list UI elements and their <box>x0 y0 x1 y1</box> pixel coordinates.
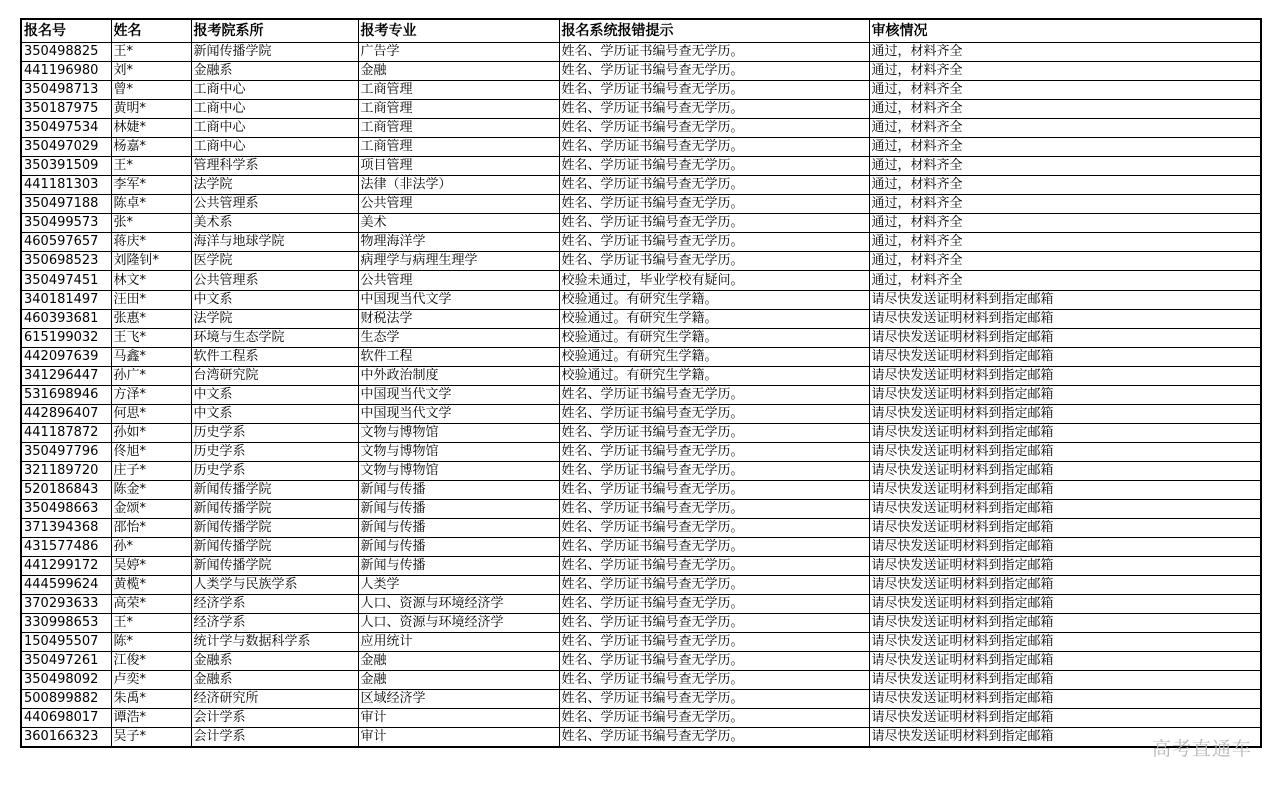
cell-system-error[interactable]: 姓名、学历证书编号查无学历。 <box>559 176 869 195</box>
table-row <box>21 62 1261 81</box>
table-row <box>21 100 1261 119</box>
cell-department[interactable]: 新闻传播学院 <box>191 519 358 538</box>
cell-major[interactable]: 新闻与传播 <box>358 538 559 557</box>
cell-department[interactable]: 历史学系 <box>191 443 358 462</box>
cell-registration-number[interactable]: 350497534 <box>21 119 111 138</box>
header-name: 姓名 <box>111 19 191 43</box>
cell-name[interactable]: 马鑫* <box>111 348 191 367</box>
cell-system-error[interactable]: 校验未通过，毕业学校有疑问。 <box>559 271 869 291</box>
cell-name[interactable]: 江俊* <box>111 652 191 671</box>
cell-department[interactable]: 海洋与地球学院 <box>191 233 358 252</box>
table-row <box>21 709 1261 728</box>
cell-name[interactable]: 谭浩* <box>111 709 191 728</box>
cell-system-error[interactable]: 姓名、学历证书编号查无学历。 <box>559 481 869 500</box>
header-department: 报考院系所 <box>191 19 358 43</box>
cell-review-status[interactable]: 请尽快发送证明材料到指定邮箱 <box>869 557 1261 576</box>
cell-department[interactable]: 新闻传播学院 <box>191 538 358 557</box>
cell-registration-number[interactable]: 441196980 <box>21 62 111 81</box>
cell-system-error[interactable]: 姓名、学历证书编号查无学历。 <box>559 386 869 405</box>
cell-review-status[interactable]: 请尽快发送证明材料到指定邮箱 <box>869 576 1261 595</box>
header-major: 报考专业 <box>358 19 559 43</box>
cell-major[interactable]: 人口、资源与环境经济学 <box>358 614 559 633</box>
cell-registration-number[interactable]: 370293633 <box>21 595 111 614</box>
cell-department[interactable]: 经济学系 <box>191 614 358 633</box>
cell-name[interactable]: 高荣* <box>111 595 191 614</box>
cell-major[interactable]: 金融 <box>358 671 559 690</box>
cell-review-status[interactable]: 通过，材料齐全 <box>869 100 1261 119</box>
cell-system-error[interactable]: 姓名、学历证书编号查无学历。 <box>559 690 869 709</box>
cell-name[interactable]: 王飞* <box>111 329 191 348</box>
cell-department[interactable]: 金融系 <box>191 671 358 690</box>
cell-system-error[interactable]: 姓名、学历证书编号查无学历。 <box>559 614 869 633</box>
cell-registration-number[interactable]: 441187872 <box>21 424 111 443</box>
cell-major[interactable]: 中外政治制度 <box>358 367 559 386</box>
cell-major[interactable]: 软件工程 <box>358 348 559 367</box>
table-row <box>21 424 1261 443</box>
cell-system-error[interactable]: 姓名、学历证书编号查无学历。 <box>559 138 869 157</box>
cell-registration-number[interactable]: 441181303 <box>21 176 111 195</box>
cell-major[interactable]: 金融 <box>358 62 559 81</box>
header-row <box>21 19 1261 43</box>
cell-system-error[interactable]: 姓名、学历证书编号查无学历。 <box>559 519 869 538</box>
table-row <box>21 329 1261 348</box>
cell-system-error[interactable]: 姓名、学历证书编号查无学历。 <box>559 424 869 443</box>
table-row <box>21 119 1261 138</box>
cell-department[interactable]: 金融系 <box>191 62 358 81</box>
cell-name[interactable]: 黄明* <box>111 100 191 119</box>
table-row <box>21 291 1261 310</box>
cell-name[interactable]: 邵怡* <box>111 519 191 538</box>
cell-review-status[interactable]: 请尽快发送证明材料到指定邮箱 <box>869 519 1261 538</box>
cell-registration-number[interactable]: 431577486 <box>21 538 111 557</box>
cell-department[interactable]: 中文系 <box>191 386 358 405</box>
cell-name[interactable]: 杨嘉* <box>111 138 191 157</box>
cell-department[interactable]: 新闻传播学院 <box>191 43 358 62</box>
cell-registration-number[interactable]: 341296447 <box>21 367 111 386</box>
cell-name[interactable]: 庄子* <box>111 462 191 481</box>
cell-review-status[interactable]: 通过，材料齐全 <box>869 119 1261 138</box>
cell-department[interactable]: 工商中心 <box>191 81 358 100</box>
cell-registration-number[interactable]: 350698523 <box>21 252 111 271</box>
cell-review-status[interactable]: 通过，材料齐全 <box>869 157 1261 176</box>
cell-department[interactable]: 新闻传播学院 <box>191 481 358 500</box>
applicant-review-table <box>20 18 1262 748</box>
table-row <box>21 271 1261 291</box>
table-row <box>21 481 1261 500</box>
cell-major[interactable]: 生态学 <box>358 329 559 348</box>
cell-system-error[interactable]: 校验通过。有研究生学籍。 <box>559 291 869 310</box>
cell-registration-number[interactable]: 500899882 <box>21 690 111 709</box>
cell-system-error[interactable]: 姓名、学历证书编号查无学历。 <box>559 443 869 462</box>
table-row <box>21 310 1261 329</box>
watermark-text: 高考直通车 <box>1151 738 1252 760</box>
cell-system-error[interactable]: 姓名、学历证书编号查无学历。 <box>559 43 869 62</box>
cell-major[interactable]: 审计 <box>358 728 559 748</box>
cell-major[interactable]: 新闻与传播 <box>358 481 559 500</box>
cell-department[interactable]: 软件工程系 <box>191 348 358 367</box>
cell-registration-number[interactable]: 460597657 <box>21 233 111 252</box>
cell-registration-number[interactable]: 350187975 <box>21 100 111 119</box>
cell-system-error[interactable]: 校验通过。有研究生学籍。 <box>559 367 869 386</box>
cell-review-status[interactable]: 请尽快发送证明材料到指定邮箱 <box>869 652 1261 671</box>
table-row <box>21 252 1261 271</box>
cell-system-error[interactable]: 姓名、学历证书编号查无学历。 <box>559 633 869 652</box>
table-row <box>21 690 1261 709</box>
cell-review-status[interactable]: 请尽快发送证明材料到指定邮箱 <box>869 614 1261 633</box>
cell-review-status[interactable]: 通过，材料齐全 <box>869 271 1261 291</box>
cell-department[interactable]: 法学院 <box>191 310 358 329</box>
table-row <box>21 462 1261 481</box>
cell-registration-number[interactable]: 350497029 <box>21 138 111 157</box>
cell-major[interactable]: 公共管理 <box>358 271 559 291</box>
cell-system-error[interactable]: 姓名、学历证书编号查无学历。 <box>559 100 869 119</box>
cell-system-error[interactable]: 校验通过。有研究生学籍。 <box>559 310 869 329</box>
cell-department[interactable]: 会计学系 <box>191 709 358 728</box>
cell-name[interactable]: 刘* <box>111 62 191 81</box>
cell-system-error[interactable]: 校验通过。有研究生学籍。 <box>559 329 869 348</box>
cell-review-status[interactable]: 请尽快发送证明材料到指定邮箱 <box>869 690 1261 709</box>
cell-review-status[interactable]: 请尽快发送证明材料到指定邮箱 <box>869 405 1261 424</box>
cell-major[interactable]: 项目管理 <box>358 157 559 176</box>
cell-name[interactable]: 金颂* <box>111 500 191 519</box>
cell-major[interactable]: 美术 <box>358 214 559 233</box>
cell-system-error[interactable]: 姓名、学历证书编号查无学历。 <box>559 576 869 595</box>
cell-review-status[interactable]: 通过，材料齐全 <box>869 43 1261 62</box>
table-row <box>21 386 1261 405</box>
cell-review-status[interactable]: 请尽快发送证明材料到指定邮箱 <box>869 443 1261 462</box>
table-row <box>21 443 1261 462</box>
cell-major[interactable]: 文物与博物馆 <box>358 462 559 481</box>
cell-system-error[interactable]: 姓名、学历证书编号查无学历。 <box>559 728 869 748</box>
cell-registration-number[interactable]: 350497261 <box>21 652 111 671</box>
header-review-status: 审核情况 <box>869 19 1261 43</box>
cell-name[interactable]: 黄榄* <box>111 576 191 595</box>
cell-name[interactable]: 刘隆钊* <box>111 252 191 271</box>
cell-department[interactable]: 美术系 <box>191 214 358 233</box>
table-row <box>21 348 1261 367</box>
cell-registration-number[interactable]: 350391509 <box>21 157 111 176</box>
cell-department[interactable]: 中文系 <box>191 291 358 310</box>
cell-major[interactable]: 工商管理 <box>358 138 559 157</box>
cell-department[interactable]: 金融系 <box>191 652 358 671</box>
cell-system-error[interactable]: 姓名、学历证书编号查无学历。 <box>559 62 869 81</box>
cell-department[interactable]: 历史学系 <box>191 462 358 481</box>
table-row <box>21 519 1261 538</box>
cell-name[interactable]: 王* <box>111 614 191 633</box>
table-row <box>21 595 1261 614</box>
cell-name[interactable]: 张惠* <box>111 310 191 329</box>
cell-name[interactable]: 孙如* <box>111 424 191 443</box>
cell-name[interactable]: 吴子* <box>111 728 191 748</box>
cell-review-status[interactable]: 请尽快发送证明材料到指定邮箱 <box>869 386 1261 405</box>
cell-system-error[interactable]: 姓名、学历证书编号查无学历。 <box>559 595 869 614</box>
cell-department[interactable]: 中文系 <box>191 405 358 424</box>
table-row <box>21 367 1261 386</box>
cell-registration-number[interactable]: 531698946 <box>21 386 111 405</box>
cell-department[interactable]: 统计学与数据科学系 <box>191 633 358 652</box>
cell-review-status[interactable]: 请尽快发送证明材料到指定邮箱 <box>869 329 1261 348</box>
cell-review-status[interactable]: 通过，材料齐全 <box>869 176 1261 195</box>
cell-review-status[interactable]: 请尽快发送证明材料到指定邮箱 <box>869 709 1261 728</box>
cell-major[interactable]: 法律（非法学） <box>358 176 559 195</box>
cell-registration-number[interactable]: 441299172 <box>21 557 111 576</box>
cell-department[interactable]: 环境与生态学院 <box>191 329 358 348</box>
cell-registration-number[interactable]: 350497188 <box>21 195 111 214</box>
table-row <box>21 214 1261 233</box>
cell-review-status[interactable]: 请尽快发送证明材料到指定邮箱 <box>869 462 1261 481</box>
cell-department[interactable]: 人类学与民族学系 <box>191 576 358 595</box>
cell-review-status[interactable]: 通过，材料齐全 <box>869 81 1261 100</box>
cell-name[interactable]: 方泽* <box>111 386 191 405</box>
cell-department[interactable]: 历史学系 <box>191 424 358 443</box>
cell-system-error[interactable]: 校验通过。有研究生学籍。 <box>559 348 869 367</box>
table-row <box>21 81 1261 100</box>
cell-department[interactable]: 经济研究所 <box>191 690 358 709</box>
cell-system-error[interactable]: 姓名、学历证书编号查无学历。 <box>559 81 869 100</box>
cell-major[interactable]: 新闻与传播 <box>358 519 559 538</box>
cell-registration-number[interactable]: 371394368 <box>21 519 111 538</box>
cell-department[interactable]: 工商中心 <box>191 119 358 138</box>
cell-department[interactable]: 法学院 <box>191 176 358 195</box>
cell-review-status[interactable]: 通过，材料齐全 <box>869 233 1261 252</box>
cell-name[interactable]: 吴婷* <box>111 557 191 576</box>
cell-system-error[interactable]: 姓名、学历证书编号查无学历。 <box>559 214 869 233</box>
cell-name[interactable]: 卢奕* <box>111 671 191 690</box>
cell-system-error[interactable]: 姓名、学历证书编号查无学历。 <box>559 157 869 176</box>
cell-system-error[interactable]: 姓名、学历证书编号查无学历。 <box>559 119 869 138</box>
cell-name[interactable]: 孙广* <box>111 367 191 386</box>
cell-system-error[interactable]: 姓名、学历证书编号查无学历。 <box>559 652 869 671</box>
cell-major[interactable]: 文物与博物馆 <box>358 424 559 443</box>
cell-system-error[interactable]: 姓名、学历证书编号查无学历。 <box>559 557 869 576</box>
cell-name[interactable]: 李军* <box>111 176 191 195</box>
cell-review-status[interactable]: 请尽快发送证明材料到指定邮箱 <box>869 500 1261 519</box>
table-row <box>21 157 1261 176</box>
cell-department[interactable]: 管理科学系 <box>191 157 358 176</box>
cell-major[interactable]: 人类学 <box>358 576 559 595</box>
cell-major[interactable]: 应用统计 <box>358 633 559 652</box>
cell-review-status[interactable]: 请尽快发送证明材料到指定邮箱 <box>869 595 1261 614</box>
cell-review-status[interactable]: 请尽快发送证明材料到指定邮箱 <box>869 671 1261 690</box>
cell-system-error[interactable]: 姓名、学历证书编号查无学历。 <box>559 252 869 271</box>
cell-major[interactable]: 审计 <box>358 709 559 728</box>
cell-registration-number[interactable]: 340181497 <box>21 291 111 310</box>
cell-major[interactable]: 中国现当代文学 <box>358 291 559 310</box>
spreadsheet-sheet <box>20 18 1260 748</box>
cell-registration-number[interactable]: 350499573 <box>21 214 111 233</box>
cell-system-error[interactable]: 姓名、学历证书编号查无学历。 <box>559 538 869 557</box>
cell-registration-number[interactable]: 350498713 <box>21 81 111 100</box>
cell-registration-number[interactable]: 442097639 <box>21 348 111 367</box>
cell-registration-number[interactable]: 615199032 <box>21 329 111 348</box>
cell-review-status[interactable]: 通过，材料齐全 <box>869 195 1261 214</box>
table-row <box>21 671 1261 690</box>
cell-name[interactable]: 王* <box>111 43 191 62</box>
table-row <box>21 500 1261 519</box>
cell-review-status[interactable]: 请尽快发送证明材料到指定邮箱 <box>869 291 1261 310</box>
cell-major[interactable]: 病理学与病理生理学 <box>358 252 559 271</box>
cell-major[interactable]: 新闻与传播 <box>358 557 559 576</box>
cell-registration-number[interactable]: 440698017 <box>21 709 111 728</box>
cell-name[interactable]: 朱禹* <box>111 690 191 709</box>
cell-system-error[interactable]: 姓名、学历证书编号查无学历。 <box>559 462 869 481</box>
cell-registration-number[interactable]: 321189720 <box>21 462 111 481</box>
cell-major[interactable]: 新闻与传播 <box>358 500 559 519</box>
cell-review-status[interactable]: 请尽快发送证明材料到指定邮箱 <box>869 481 1261 500</box>
cell-major[interactable]: 中国现当代文学 <box>358 386 559 405</box>
cell-major[interactable]: 财税法学 <box>358 310 559 329</box>
cell-review-status[interactable]: 请尽快发送证明材料到指定邮箱 <box>869 728 1261 748</box>
cell-department[interactable]: 经济学系 <box>191 595 358 614</box>
cell-name[interactable]: 汪田* <box>111 291 191 310</box>
cell-registration-number[interactable]: 460393681 <box>21 310 111 329</box>
cell-department[interactable]: 新闻传播学院 <box>191 557 358 576</box>
cell-registration-number[interactable]: 444599624 <box>21 576 111 595</box>
cell-department[interactable]: 会计学系 <box>191 728 358 748</box>
cell-department[interactable]: 工商中心 <box>191 138 358 157</box>
cell-registration-number[interactable]: 350498092 <box>21 671 111 690</box>
table-row <box>21 652 1261 671</box>
table-row <box>21 538 1261 557</box>
cell-review-status[interactable]: 请尽快发送证明材料到指定邮箱 <box>869 424 1261 443</box>
cell-major[interactable]: 公共管理 <box>358 195 559 214</box>
cell-registration-number[interactable]: 350497451 <box>21 271 111 291</box>
cell-department[interactable]: 新闻传播学院 <box>191 500 358 519</box>
cell-department[interactable]: 公共管理系 <box>191 271 358 291</box>
cell-review-status[interactable]: 通过，材料齐全 <box>869 252 1261 271</box>
cell-review-status[interactable]: 请尽快发送证明材料到指定邮箱 <box>869 367 1261 386</box>
table-row <box>21 614 1261 633</box>
table-row <box>21 576 1261 595</box>
table-row <box>21 138 1261 157</box>
cell-department[interactable]: 工商中心 <box>191 100 358 119</box>
cell-registration-number[interactable]: 360166323 <box>21 728 111 748</box>
cell-department[interactable]: 台湾研究院 <box>191 367 358 386</box>
table-row <box>21 176 1261 195</box>
cell-major[interactable]: 物理海洋学 <box>358 233 559 252</box>
cell-major[interactable]: 金融 <box>358 652 559 671</box>
cell-name[interactable]: 张* <box>111 214 191 233</box>
cell-system-error[interactable]: 姓名、学历证书编号查无学历。 <box>559 233 869 252</box>
cell-name[interactable]: 蒋庆* <box>111 233 191 252</box>
cell-name[interactable]: 曾* <box>111 81 191 100</box>
cell-name[interactable]: 陈金* <box>111 481 191 500</box>
cell-major[interactable]: 广告学 <box>358 43 559 62</box>
cell-registration-number[interactable]: 350497796 <box>21 443 111 462</box>
cell-system-error[interactable]: 姓名、学历证书编号查无学历。 <box>559 500 869 519</box>
table-row <box>21 43 1261 62</box>
cell-registration-number[interactable]: 150495507 <box>21 633 111 652</box>
cell-review-status[interactable]: 请尽快发送证明材料到指定邮箱 <box>869 538 1261 557</box>
table-body <box>21 43 1261 748</box>
cell-name[interactable]: 王* <box>111 157 191 176</box>
cell-major[interactable]: 文物与博物馆 <box>358 443 559 462</box>
cell-name[interactable]: 孙* <box>111 538 191 557</box>
cell-review-status[interactable]: 请尽快发送证明材料到指定邮箱 <box>869 633 1261 652</box>
cell-registration-number[interactable]: 520186843 <box>21 481 111 500</box>
table-row <box>21 405 1261 424</box>
cell-review-status[interactable]: 通过，材料齐全 <box>869 62 1261 81</box>
header-registration-number: 报名号 <box>21 19 111 43</box>
cell-name[interactable]: 何思* <box>111 405 191 424</box>
cell-name[interactable]: 林婕* <box>111 119 191 138</box>
cell-major[interactable]: 区域经济学 <box>358 690 559 709</box>
table-row <box>21 633 1261 652</box>
cell-major[interactable]: 工商管理 <box>358 81 559 100</box>
table-row <box>21 195 1261 214</box>
cell-system-error[interactable]: 姓名、学历证书编号查无学历。 <box>559 709 869 728</box>
cell-registration-number[interactable]: 330998653 <box>21 614 111 633</box>
cell-department[interactable]: 公共管理系 <box>191 195 358 214</box>
cell-review-status[interactable]: 通过，材料齐全 <box>869 138 1261 157</box>
cell-review-status[interactable]: 请尽快发送证明材料到指定邮箱 <box>869 348 1261 367</box>
cell-review-status[interactable]: 通过，材料齐全 <box>869 214 1261 233</box>
cell-name[interactable]: 林文* <box>111 271 191 291</box>
cell-system-error[interactable]: 姓名、学历证书编号查无学历。 <box>559 195 869 214</box>
table-row <box>21 557 1261 576</box>
cell-registration-number[interactable]: 442896407 <box>21 405 111 424</box>
table-row <box>21 233 1261 252</box>
cell-name[interactable]: 陈* <box>111 633 191 652</box>
cell-registration-number[interactable]: 350498663 <box>21 500 111 519</box>
cell-major[interactable]: 工商管理 <box>358 100 559 119</box>
cell-name[interactable]: 陈卓* <box>111 195 191 214</box>
cell-review-status[interactable]: 请尽快发送证明材料到指定邮箱 <box>869 310 1261 329</box>
cell-name[interactable]: 佟旭* <box>111 443 191 462</box>
cell-department[interactable]: 医学院 <box>191 252 358 271</box>
cell-major[interactable]: 人口、资源与环境经济学 <box>358 595 559 614</box>
cell-major[interactable]: 中国现当代文学 <box>358 405 559 424</box>
cell-major[interactable]: 工商管理 <box>358 119 559 138</box>
cell-registration-number[interactable]: 350498825 <box>21 43 111 62</box>
header-system-error: 报名系统报错提示 <box>559 19 869 43</box>
table-row <box>21 728 1261 748</box>
cell-system-error[interactable]: 姓名、学历证书编号查无学历。 <box>559 405 869 424</box>
cell-system-error[interactable]: 姓名、学历证书编号查无学历。 <box>559 671 869 690</box>
